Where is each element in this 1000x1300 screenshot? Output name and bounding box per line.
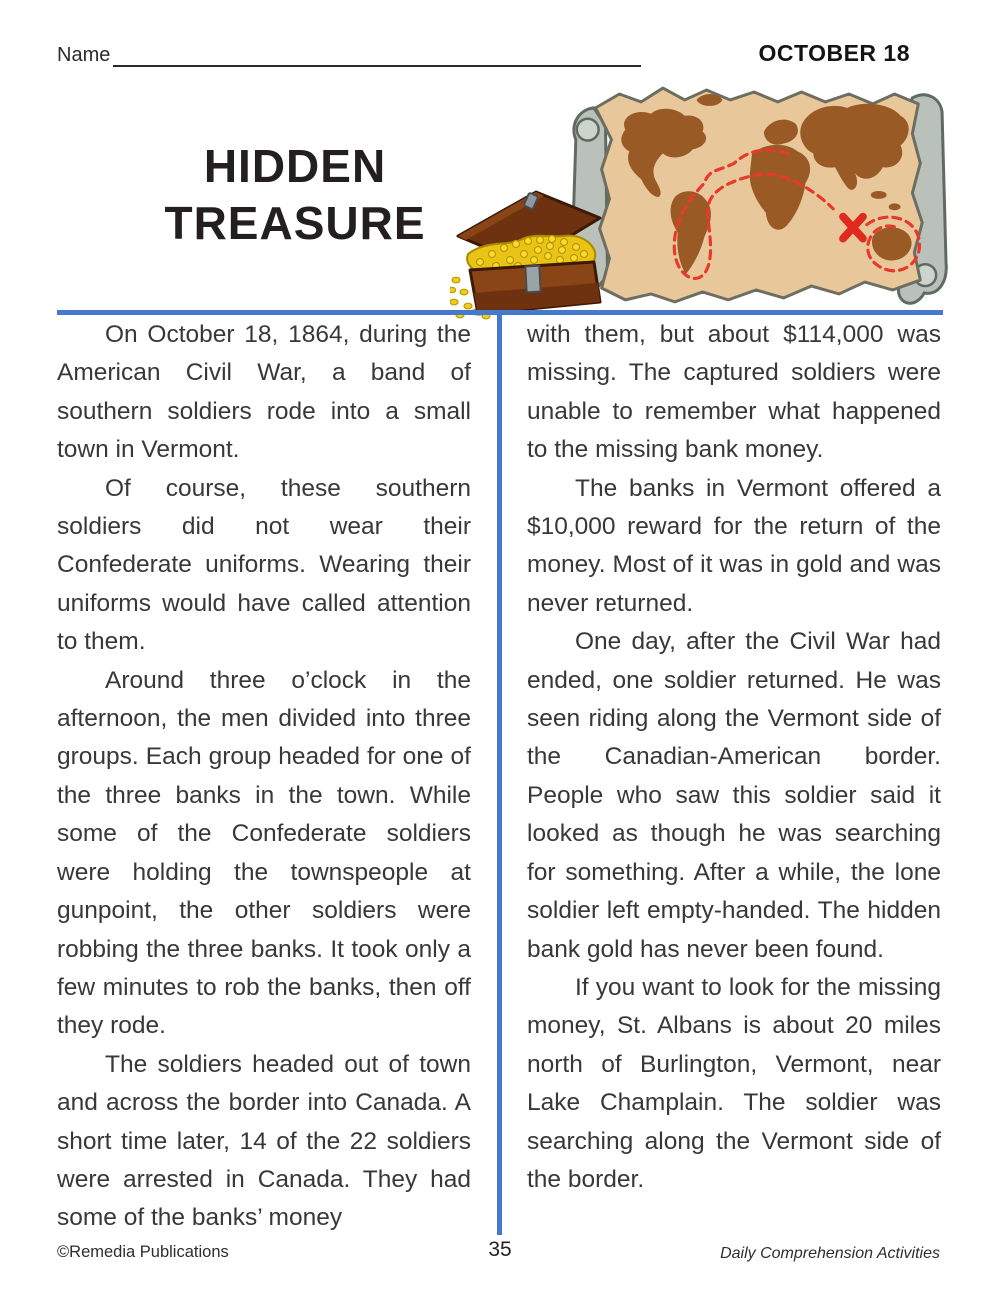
treasure-illustration: [450, 66, 950, 318]
world-map-illustration: [560, 68, 948, 314]
page-title: [95, 138, 495, 252]
page-title-line2: TREASURE: [164, 197, 426, 249]
footer-series-title: Daily Comprehension Activities: [720, 1245, 940, 1262]
paragraph: One day, after the Civil War had ended, one soldier returned. He was seen riding along the Vermont side of the Canadian-American border. People who saw this soldier said it looked as though he was searching for something. After a while, the lone soldier left empty-handed. The hidden bank gold has never been found.: [527, 628, 941, 963]
name-row: [57, 44, 677, 67]
footer-copyright: ©Remedia Publications: [57, 1243, 229, 1261]
footer-page-number: 35: [488, 1238, 512, 1261]
paragraph: On October 18, 1864, during the American Civil War, a band of southern soldiers rode into a small town in Vermont.: [57, 321, 471, 464]
paragraph: Of course, these southern soldiers did not wear their Confederate uniforms. Wearing their uniforms would have called attention to them.: [57, 474, 471, 656]
date-heading: OCTOBER 18: [758, 40, 910, 66]
article-right-column: [527, 316, 941, 1199]
column-divider-rule: [497, 313, 502, 1235]
treasure-chest-illustration: [450, 184, 610, 320]
name-label: Name: [57, 44, 111, 66]
paragraph: If you want to look for the missing money, St. Albans is about 20 miles north of Burlington, Vermont, near Lake Champlain. The soldier was searching along the Vermont side of the border.: [527, 973, 941, 1193]
name-blank-line: [113, 45, 641, 67]
paragraph: with them, but about $114,000 was missing. The captured soldiers were unable to remember what happened to the missing bank money.: [527, 321, 941, 464]
paragraph: The soldiers headed out of town and across the border into Canada. A short time later, 14 of the 22 soldiers were arrested in Canada. They had some of the banks’ money: [57, 1050, 471, 1232]
article-left-column: [57, 316, 471, 1238]
paragraph: Around three o’clock in the afternoon, the men divided into three groups. Each group headed for one of the three banks in the town. While some of the Confederate soldiers were holding the townspeople at gunpoint, the other soldiers were robbing the three banks. It took only a few minutes to rob the banks, then off they rode.: [57, 666, 471, 1040]
page-title-line1: HIDDEN: [203, 140, 387, 192]
paragraph: The banks in Vermont offered a $10,000 reward for the return of the money. Most of it was in gold and was never returned.: [527, 474, 941, 617]
